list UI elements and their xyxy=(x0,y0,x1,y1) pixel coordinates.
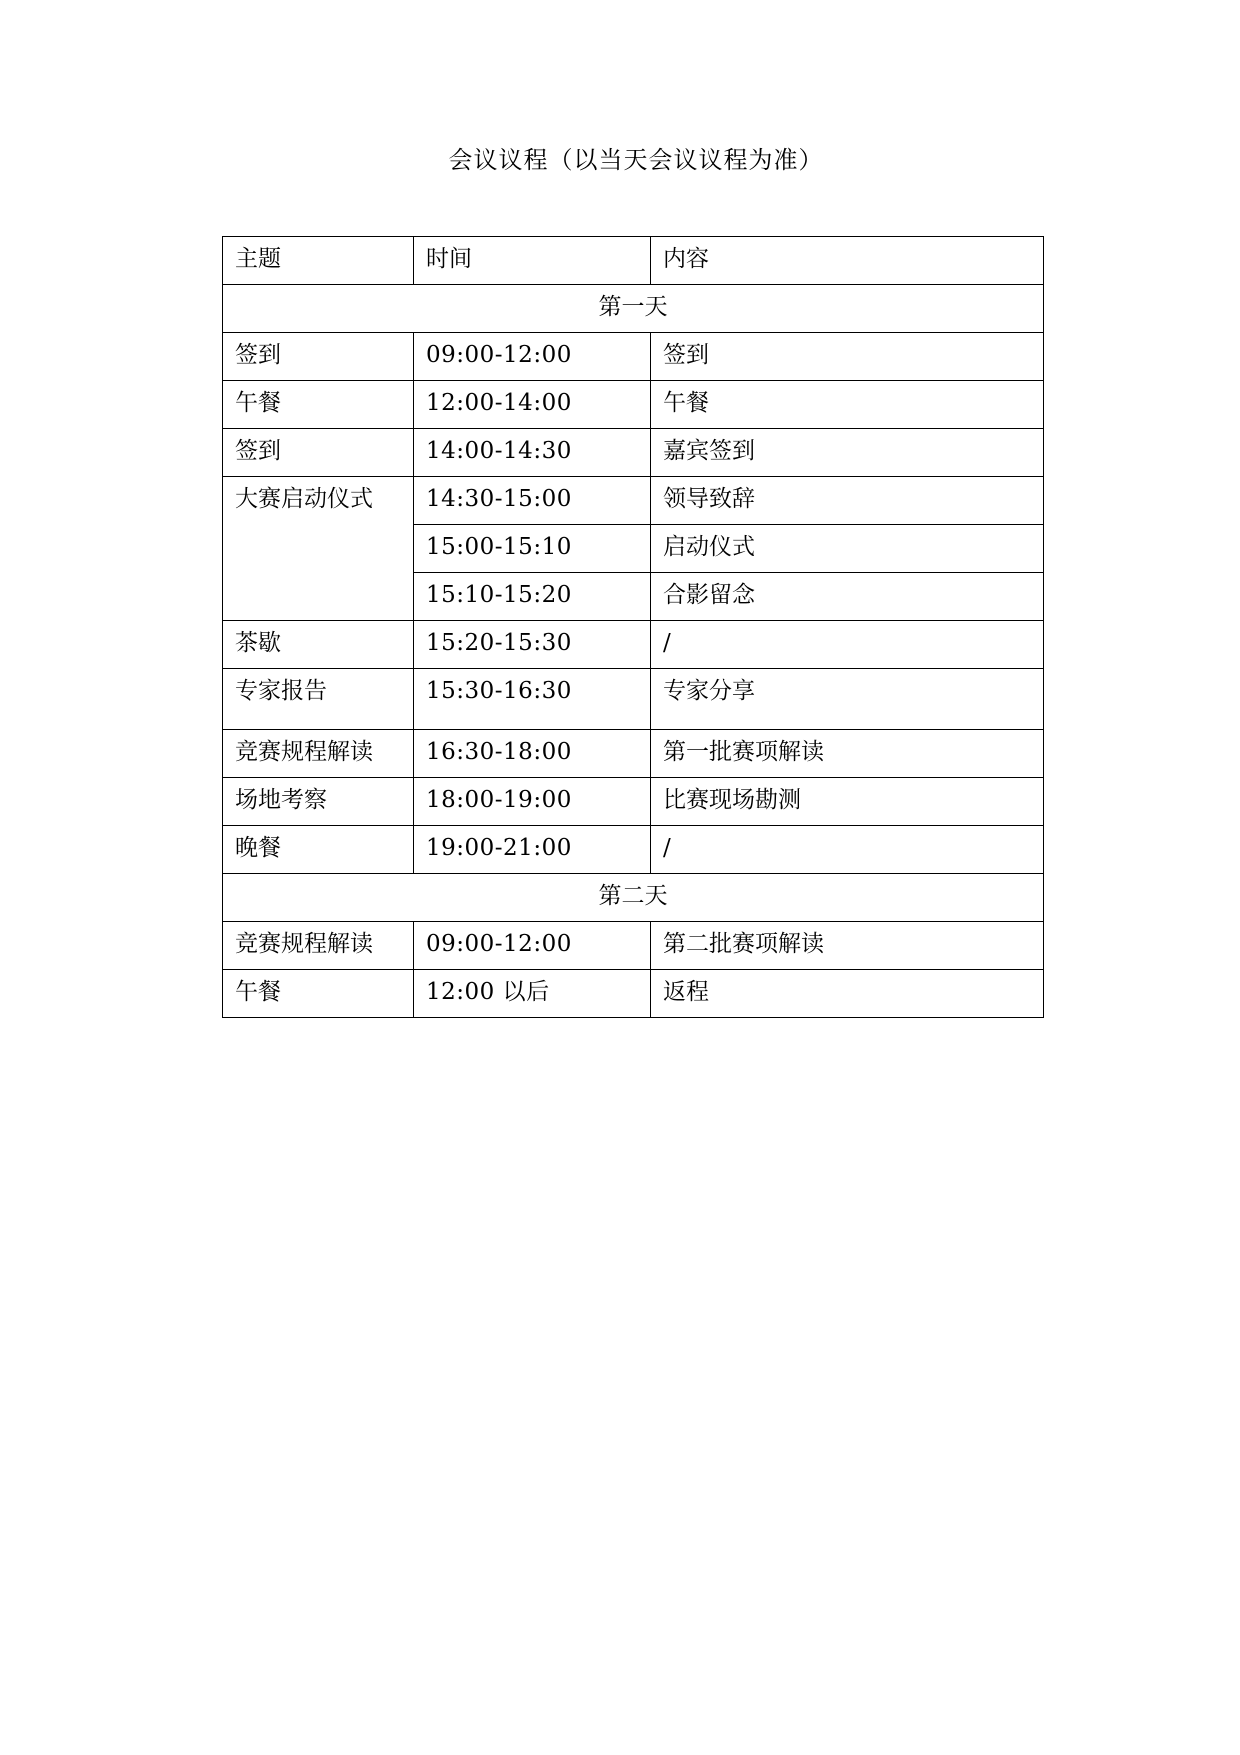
row-time: 15:30-16:30 xyxy=(414,669,651,730)
row-time: 12:00 以后 xyxy=(414,970,651,1018)
row-content: 午餐 xyxy=(651,381,1044,429)
row-time: 14:00-14:30 xyxy=(414,429,651,477)
row-time: 14:30-15:00 xyxy=(414,477,651,525)
day-row xyxy=(223,874,1044,922)
row-time: 15:00-15:10 xyxy=(414,525,651,573)
row-topic: 签到 xyxy=(223,429,414,477)
table-row xyxy=(223,922,1044,970)
table-row xyxy=(223,669,1044,730)
day-label: 第一天 xyxy=(223,285,1044,333)
day-row xyxy=(223,285,1044,333)
row-time: 12:00-14:00 xyxy=(414,381,651,429)
row-content: 嘉宾签到 xyxy=(651,429,1044,477)
day-label: 第二天 xyxy=(223,874,1044,922)
table-row xyxy=(223,333,1044,381)
row-topic: 午餐 xyxy=(223,970,414,1018)
table-row xyxy=(223,826,1044,874)
row-topic: 专家报告 xyxy=(223,669,414,730)
row-time: 09:00-12:00 xyxy=(414,922,651,970)
row-content: 合影留念 xyxy=(651,573,1044,621)
row-content: 比赛现场勘测 xyxy=(651,778,1044,826)
agenda-table xyxy=(222,236,1044,1018)
row-topic: 竞赛规程解读 xyxy=(223,730,414,778)
row-time: 19:00-21:00 xyxy=(414,826,651,874)
table-row xyxy=(223,778,1044,826)
table-row xyxy=(223,429,1044,477)
row-time: 18:00-19:00 xyxy=(414,778,651,826)
row-topic: 大赛启动仪式 xyxy=(223,477,414,621)
row-topic: 签到 xyxy=(223,333,414,381)
row-topic: 场地考察 xyxy=(223,778,414,826)
row-time: 15:20-15:30 xyxy=(414,621,651,669)
header-time: 时间 xyxy=(414,237,651,285)
row-content: 第一批赛项解读 xyxy=(651,730,1044,778)
row-content: 返程 xyxy=(651,970,1044,1018)
row-topic: 晚餐 xyxy=(223,826,414,874)
row-content: 启动仪式 xyxy=(651,525,1044,573)
row-time: 09:00-12:00 xyxy=(414,333,651,381)
row-time: 15:10-15:20 xyxy=(414,573,651,621)
table-row xyxy=(223,970,1044,1018)
table-row xyxy=(223,381,1044,429)
header-content: 内容 xyxy=(651,237,1044,285)
row-content: / xyxy=(651,826,1044,874)
row-topic: 午餐 xyxy=(223,381,414,429)
row-content: 专家分享 xyxy=(651,669,1044,730)
row-time: 16:30-18:00 xyxy=(414,730,651,778)
header-topic: 主题 xyxy=(223,237,414,285)
table-header-row xyxy=(223,237,1044,285)
row-content: 领导致辞 xyxy=(651,477,1044,525)
row-content: 签到 xyxy=(651,333,1044,381)
table-row xyxy=(223,730,1044,778)
document-title: 会议议程（以当天会议议程为准） xyxy=(448,146,824,174)
row-content: / xyxy=(651,621,1044,669)
row-topic: 茶歇 xyxy=(223,621,414,669)
row-topic: 竞赛规程解读 xyxy=(223,922,414,970)
row-content: 第二批赛项解读 xyxy=(651,922,1044,970)
table-row xyxy=(223,477,1044,525)
table-row xyxy=(223,621,1044,669)
